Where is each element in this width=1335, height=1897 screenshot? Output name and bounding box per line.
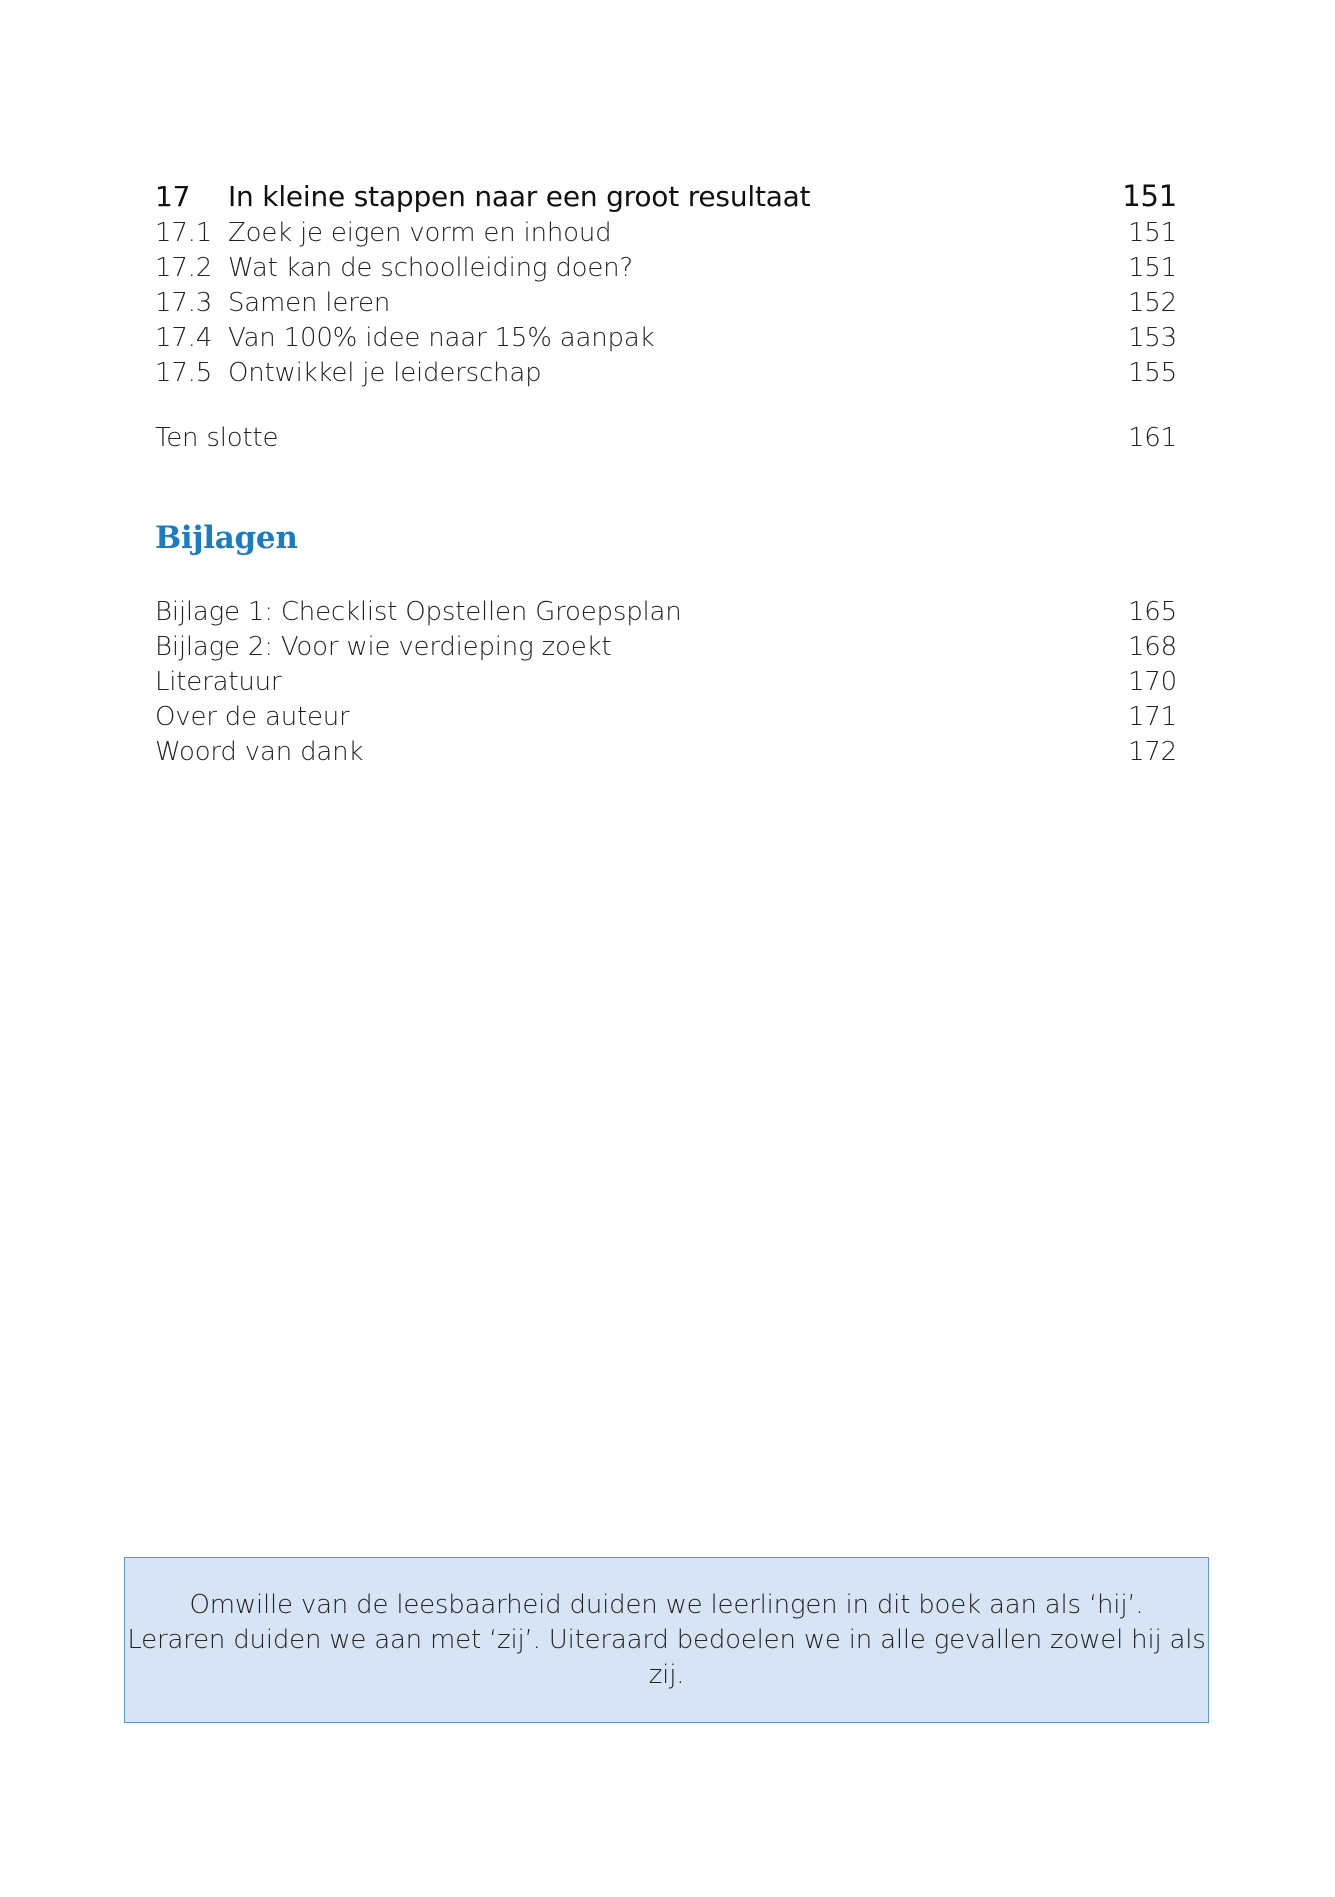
appendix-title: Literatuur [155, 667, 282, 697]
toc-section-row[interactable] [155, 251, 1177, 286]
appendices-heading: Bijlagen [155, 520, 298, 556]
section-page: 151 [1127, 218, 1177, 248]
section-number: 17.4 [155, 323, 213, 353]
section-title: Wat kan de schoolleiding doen? [228, 253, 634, 283]
closing-title: Ten slotte [155, 423, 279, 453]
chapter-number: 17 [155, 180, 191, 213]
section-title: Van 100% idee naar 15% aanpak [228, 323, 655, 353]
toc-closing-row[interactable] [155, 421, 1177, 456]
toc-appendix-row[interactable] [155, 700, 1177, 735]
section-page: 153 [1127, 323, 1177, 353]
toc-section-row[interactable] [155, 286, 1177, 321]
section-number: 17.1 [155, 218, 213, 248]
readability-note-box [124, 1557, 1209, 1723]
section-number: 17.5 [155, 358, 213, 388]
toc-appendix-row[interactable] [155, 665, 1177, 700]
section-title: Ontwikkel je leiderschap [228, 358, 542, 388]
toc-section-row[interactable] [155, 216, 1177, 251]
appendix-page: 170 [1127, 667, 1177, 697]
appendix-title: Over de auteur [155, 702, 350, 732]
appendix-page: 168 [1127, 632, 1177, 662]
toc-closing [155, 421, 1177, 456]
section-title: Samen leren [228, 288, 391, 318]
toc-appendices [155, 595, 1177, 770]
section-page: 151 [1127, 253, 1177, 283]
toc-appendix-row[interactable] [155, 735, 1177, 770]
chapter-title: In kleine stappen naar een groot resultaat [228, 180, 811, 213]
chapter-page: 151 [1122, 179, 1177, 213]
appendix-page: 165 [1127, 597, 1177, 627]
appendix-title: Bijlage 2: Voor wie verdieping zoekt [155, 632, 612, 662]
toc-appendix-row[interactable] [155, 595, 1177, 630]
note-line-2: Leraren duiden we aan met ‘zij’. Uiteraard bedoelen we in alle gevallen zowel hij als zij. [127, 1624, 1206, 1690]
toc-section-row[interactable] [155, 356, 1177, 391]
toc-chapter-row[interactable] [155, 177, 1177, 216]
section-title: Zoek je eigen vorm en inhoud [228, 218, 612, 248]
appendix-title: Woord van dank [155, 737, 364, 767]
toc-appendix-row[interactable] [155, 630, 1177, 665]
section-number: 17.2 [155, 253, 213, 283]
section-number: 17.3 [155, 288, 213, 318]
closing-page: 161 [1127, 423, 1177, 453]
note-line-1: Omwille van de leesbaarheid duiden we leerlingen in dit boek aan als ‘hij’. [189, 1589, 1144, 1620]
appendix-page: 171 [1127, 702, 1177, 732]
section-page: 152 [1127, 288, 1177, 318]
appendix-page: 172 [1127, 737, 1177, 767]
section-page: 155 [1127, 358, 1177, 388]
appendix-title: Bijlage 1: Checklist Opstellen Groepsplan [155, 597, 682, 627]
toc-section-row[interactable] [155, 321, 1177, 356]
toc-chapter-17 [155, 177, 1177, 391]
